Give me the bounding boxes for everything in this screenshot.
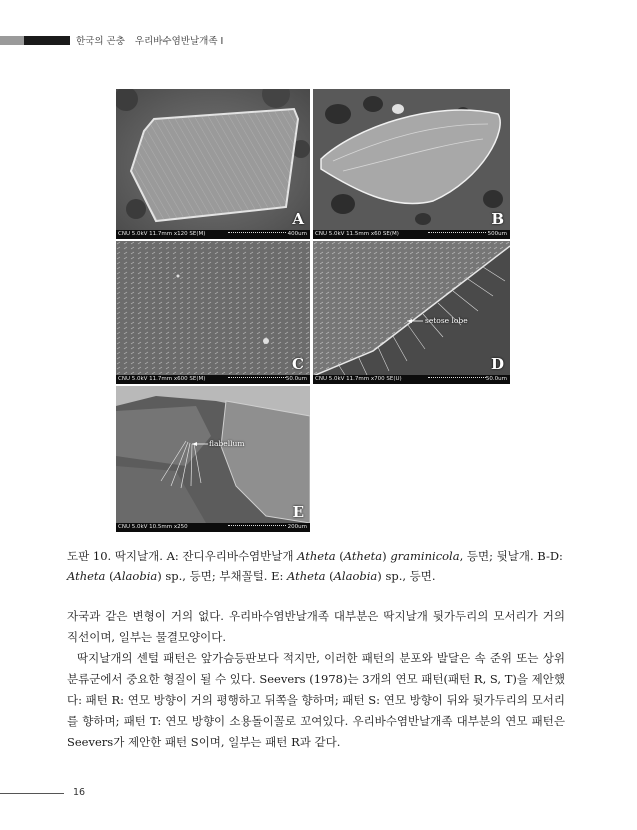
species-name: graminicola <box>390 549 460 563</box>
plate-letter: A <box>292 210 304 228</box>
plate-d <box>313 241 510 384</box>
scale-ticks <box>228 525 286 528</box>
volume-title: 우리바수염반날개족 I <box>134 36 224 47</box>
genus-name: Atheta <box>287 569 326 583</box>
sem-parameters: CNU 5.0kV 11.7mm x120 SE(M) <box>118 231 206 237</box>
sem-info-bar <box>116 230 310 239</box>
sem-image-b <box>313 89 510 239</box>
sem-parameters: CNU 5.0kV 11.7mm x700 SE(U) <box>315 376 402 382</box>
subgenus-name: Alaobia <box>333 569 378 583</box>
scale-ticks <box>228 377 286 380</box>
book-title: 한국의 곤충 <box>76 36 125 47</box>
sem-parameters: CNU 5.0kV 10.5mm x250 <box>118 524 188 530</box>
sem-image-c <box>116 241 310 384</box>
plate-b <box>313 89 510 239</box>
scale-ticks <box>428 377 486 380</box>
scale-label: 200um <box>287 524 307 530</box>
scale-label: 400um <box>287 231 307 237</box>
figure-caption <box>67 546 565 586</box>
scale-ticks <box>428 232 486 235</box>
subgenus-name: Alaobia <box>113 569 158 583</box>
plate-a <box>116 89 310 239</box>
footer-rule <box>0 793 64 794</box>
scale-ticks <box>228 232 286 235</box>
genus-name: Atheta <box>67 569 106 583</box>
setose-lobe-label: setose lobe <box>425 316 468 325</box>
caption-text: ) sp., 등면. <box>377 569 436 583</box>
plate-letter: C <box>292 355 304 373</box>
caption-text: 도판 10. 딱지날개. A: 잔디우리바수염반날개 <box>67 549 298 563</box>
plate-letter: E <box>292 503 304 521</box>
page-number: 16 <box>73 787 86 798</box>
scale-label: 50.0um <box>285 376 307 382</box>
sem-parameters: CNU 5.0kV 11.5mm x60 SE(M) <box>315 231 399 237</box>
sem-image-d <box>313 241 510 384</box>
plate-letter: D <box>490 355 504 373</box>
sem-info-bar <box>313 375 510 384</box>
genus-name: Atheta <box>297 549 336 563</box>
paragraph: 딱지날개의 센털 패턴은 앞가슴등판보다 적지만, 이러한 패턴의 분포와 발달은 속 준위 또는 상위분류군에서 중요한 형질이 될 수 있다. Seevers (1978)는 3개의 연모 패턴(패턴 R, S, T)을 제안했다: 패턴 R: 연모 방향이 거의 평행하고 뒤쪽을 향하며; 패턴 S: 연모 방향이 뒤와 뒷가두리의 모서리를 향하며; 패턴 T: 연모 방향이 소용돌이꼴로 꼬여있다. 우리바수염반날개족 대부분의 연모 패턴은 Seevers가 제안한 패턴 S이며, 일부는 패턴 R과 같다. <box>67 651 565 749</box>
sem-image-e <box>116 386 310 532</box>
caption-text: ) sp., 등면; 부채꼴털. E: <box>157 569 288 583</box>
scale-label: 500um <box>487 231 507 237</box>
caption-text: ( <box>335 549 344 563</box>
header-accent-bar-gray <box>0 36 24 45</box>
caption-text: ( <box>325 569 334 583</box>
scale-label: 50.0um <box>485 376 507 382</box>
running-header <box>76 33 223 47</box>
caption-text: ) <box>382 549 391 563</box>
header-accent-bar-black <box>24 36 70 45</box>
paragraph: 자국과 같은 변형이 거의 없다. 우리바수염반날개족 대부분은 딱지날개 뒷가두리의 모서리가 거의 직선이며, 일부는 물결모양이다. <box>67 609 565 644</box>
plate-e <box>116 386 310 532</box>
body-text <box>67 606 565 753</box>
sem-info-bar <box>313 230 510 239</box>
subgenus-name: Atheta <box>343 549 383 563</box>
caption-text: , 등면; 뒷날개. B-D: <box>459 549 563 563</box>
plate-c <box>116 241 310 384</box>
sem-info-bar <box>116 375 310 384</box>
sem-info-bar <box>116 523 310 532</box>
caption-text: ( <box>105 569 114 583</box>
flabellum-label: flabellum <box>209 439 245 448</box>
plate-letter: B <box>491 210 504 228</box>
sem-image-a <box>116 89 310 239</box>
sem-parameters: CNU 5.0kV 11.7mm x600 SE(M) <box>118 376 206 382</box>
